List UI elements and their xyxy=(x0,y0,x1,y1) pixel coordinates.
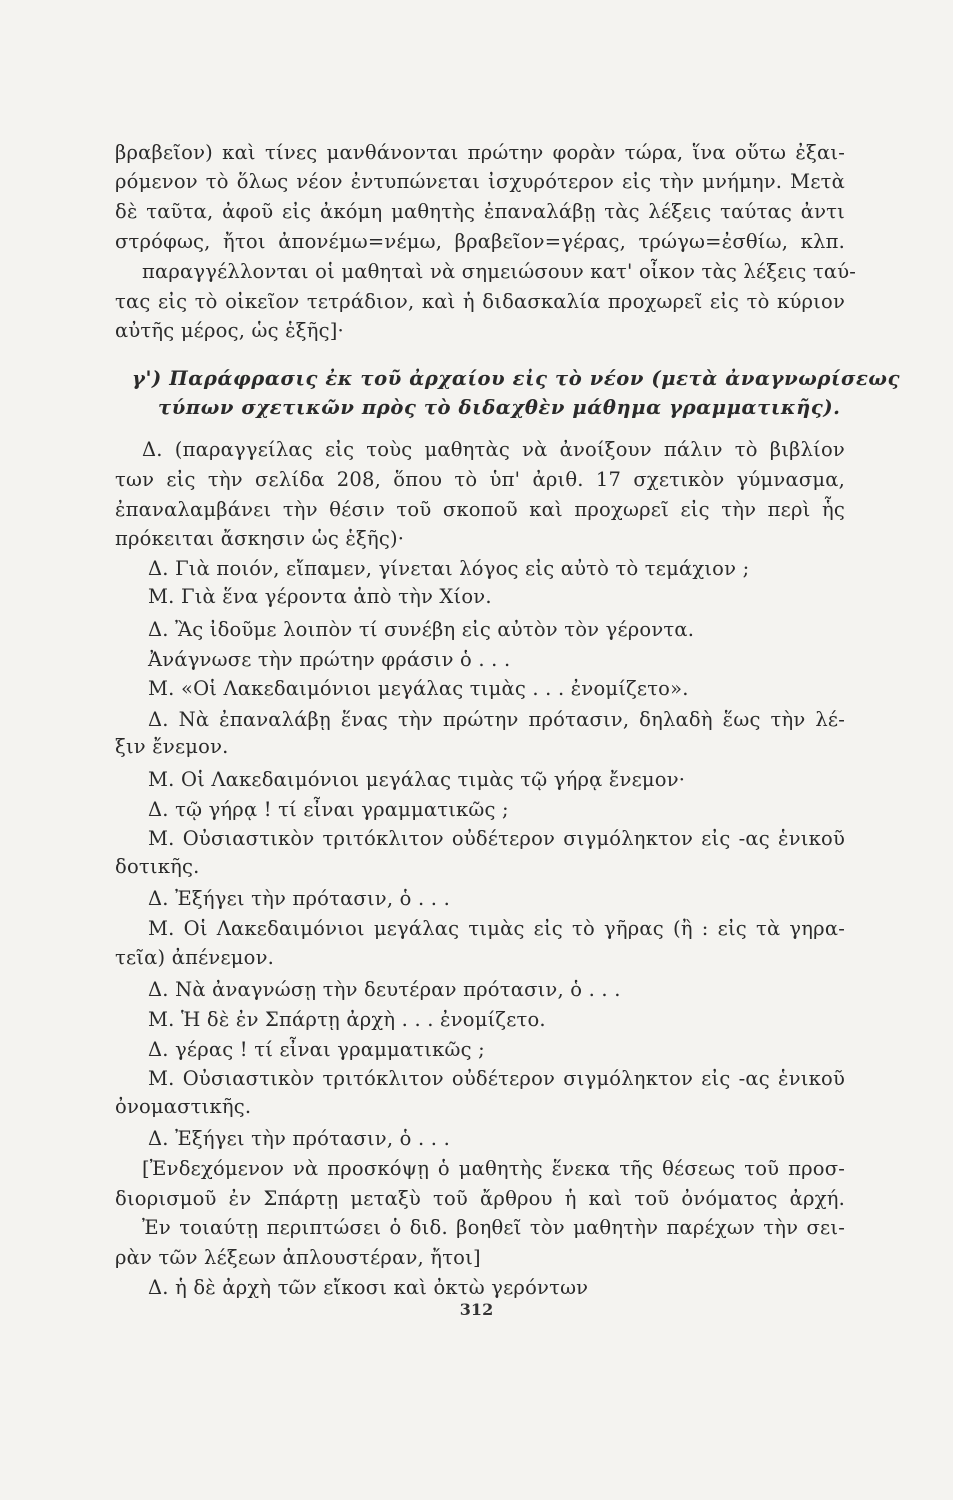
dialogue-line: Ἀνάγνωσε τὴν πρώτην φράσιν ὁ . . . xyxy=(148,648,511,671)
text-line: ἐπαναλαμβάνει τὴν θέσιν τοῦ σκοποῦ καὶ προχωρεῖ εἰς τὴν περὶ ἧς xyxy=(115,498,845,521)
text-line: Ἐν τοιαύτῃ περιπτώσει ὁ διδ. βοηθεῖ τὸν μαθητὴν παρέχων τὴν σει- xyxy=(142,1216,845,1239)
dialogue-line: Μ. Οἱ Λακεδαιμόνιοι μεγάλας τιμὰς εἰς τὸ γῆρας (ἢ : εἰς τὰ γηρα- xyxy=(148,917,845,940)
dialogue-line: Δ. ἡ δὲ ἀρχὴ τῶν εἴκοσι καὶ ὀκτὼ γερόντων xyxy=(148,1276,589,1299)
dialogue-line: Δ. Ἐξήγει τὴν πρότασιν, ὁ . . . xyxy=(148,1127,450,1150)
text-line: βραβεῖον) καὶ τίνες μανθάνονται πρώτην φορὰν τώρα, ἵνα οὕτω ἐξαι- xyxy=(115,141,845,164)
dialogue-line: ὀνομαστικῆς. xyxy=(115,1095,252,1118)
dialogue-line: Μ. Ἡ δὲ ἐν Σπάρτῃ ἀρχὴ . . . ἐνομίζετο. xyxy=(148,1008,546,1031)
dialogue-line: δοτικῆς. xyxy=(115,855,200,878)
text-line: Δ. (παραγγείλας εἰς τοὺς μαθητὰς νὰ ἀνοίξουν πάλιν τὸ βιβλίον xyxy=(142,438,845,461)
text-line: ρόμενον τὸ ὅλως νέον ἐντυπώνεται ἰσχυρότερον εἰς τὴν μνήμην. Μετὰ xyxy=(115,170,845,193)
dialogue-line: Δ. Νὰ ἐπαναλάβῃ ἕνας τὴν πρώτην πρότασιν, δηλαδὴ ἕως τὴν λέ- xyxy=(148,708,845,731)
dialogue-line: Μ. Οὐσιαστικὸν τριτόκλιτον οὐδέτερον σιγμόληκτον εἰς -ας ἑνικοῦ xyxy=(148,827,845,850)
dialogue-line: Μ. Γιὰ ἕνα γέροντα ἀπὸ τὴν Χίον. xyxy=(148,585,492,608)
dialogue-line: Δ. τῷ γήρᾳ ! τί εἶναι γραμματικῶς ; xyxy=(148,798,509,821)
section-heading: γ') Παράφρασις ἐκ τοῦ ἀρχαίου εἰς τὸ νέον (μετὰ ἀναγνωρίσεως xyxy=(132,367,901,390)
dialogue-line: τεῖα) ἀπένεμον. xyxy=(115,946,275,969)
text-line: τας εἰς τὸ οἰκεῖον τετράδιον, καὶ ἡ διδασκαλία προχωρεῖ εἰς τὸ κύριον xyxy=(115,290,845,313)
text-line: [Ἐνδεχόμενον νὰ προσκόψῃ ὁ μαθητὴς ἕνεκα τῆς θέσεως τοῦ προσ- xyxy=(142,1157,845,1180)
page-number: 312 xyxy=(459,1300,494,1319)
text-line: αὐτῆς μέρος, ὡς ἑξῆς]· xyxy=(115,319,344,342)
text-line: ρὰν τῶν λέξεων ἁπλουστέραν, ἤτοι] xyxy=(115,1246,481,1269)
dialogue-line: ξιν ἔνεμον. xyxy=(115,735,229,758)
text-line: δὲ ταῦτα, ἀφοῦ εἰς ἀκόμη μαθητὴς ἐπαναλάβῃ τὰς λέξεις ταύτας ἀντι xyxy=(115,200,845,223)
text-line: παραγγέλλονται οἱ μαθηταὶ νὰ σημειώσουν κατ' οἶκον τὰς λέξεις ταύ- xyxy=(142,260,857,283)
dialogue-line: Δ. Γιὰ ποιόν, εἴπαμεν, γίνεται λόγος εἰς αὐτὸ τὸ τεμάχιον ; xyxy=(148,557,750,580)
dialogue-line: Μ. Οὐσιαστικὸν τριτόκλιτον οὐδέτερον σιγμόληκτον εἰς -ας ἑνικοῦ xyxy=(148,1067,845,1090)
text-line: των εἰς τὴν σελίδα 208, ὅπου τὸ ὑπ' ἀριθ. 17 σχετικὸν γύμνασμα, xyxy=(115,468,845,491)
dialogue-line: Μ. Οἱ Λακεδαιμόνιοι μεγάλας τιμὰς τῷ γήρᾳ ἔνεμον· xyxy=(148,768,686,791)
dialogue-line: Δ. Ἐξήγει τὴν πρότασιν, ὁ . . . xyxy=(148,887,450,910)
text-line: πρόκειται ἄσκησιν ὡς ἑξῆς)· xyxy=(115,527,405,550)
text-line: διορισμοῦ ἐν Σπάρτῃ μεταξὺ τοῦ ἄρθρου ἡ καὶ τοῦ ὀνόματος ἀρχή. xyxy=(115,1187,845,1210)
dialogue-line: Δ. γέρας ! τί εἶναι γραμματικῶς ; xyxy=(148,1038,485,1061)
text-line: στρόφως, ἤτοι ἀπονέμω=νέμω, βραβεῖον=γέρας, τρώγω=ἐσθίω, κλπ. xyxy=(115,230,845,253)
dialogue-line: Δ. Νὰ ἀναγνώσῃ τὴν δευτέραν πρότασιν, ὁ . . . xyxy=(148,978,621,1001)
section-heading: τύπων σχετικῶν πρὸς τὸ διδαχθὲν μάθημα γραμματικῆς). xyxy=(158,396,841,419)
dialogue-line: Δ. Ἂς ἰδοῦμε λοιπὸν τί συνέβη εἰς αὐτὸν τὸν γέροντα. xyxy=(148,618,695,641)
dialogue-line: Μ. «Οἱ Λακεδαιμόνιοι μεγάλας τιμὰς . . . ἐνομίζετο». xyxy=(148,677,689,700)
